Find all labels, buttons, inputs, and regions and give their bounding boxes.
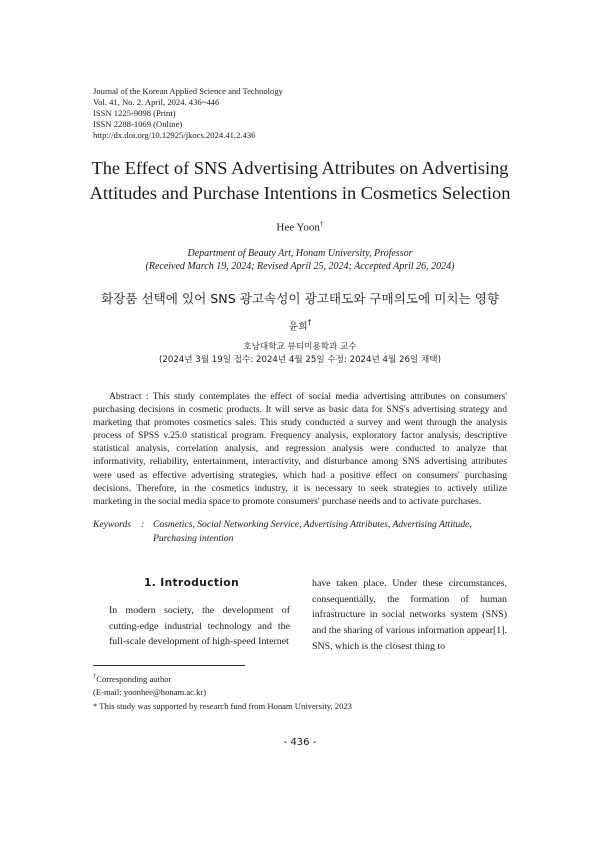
korean-author-name: 윤희	[288, 321, 308, 333]
star-mark: *	[93, 700, 98, 711]
doi-link[interactable]: http://dx.doi.org/10.12925/jkocs.2024.41.2.436	[93, 130, 256, 140]
paragraph: have taken place. Under these circumstances, consequentially, the formation of human infrastructure in social networks system (SNS) and the sharing of various information appear[1]. SNS, which is the closest thing to	[312, 578, 507, 652]
keywords	[93, 518, 507, 545]
korean-author-mark: †	[307, 318, 312, 327]
received-dates: (Received March 19, 2024; Revised April 25, 2024; Accepted April 26, 2024)	[145, 261, 455, 272]
korean-affiliation-line: 호남대학교 뷰티미용학과 교수	[243, 342, 357, 352]
dagger-mark: †	[93, 673, 97, 680]
author	[0, 219, 600, 234]
affiliation-line: Department of Beauty Art, Honam University, Professor	[187, 248, 413, 259]
author-mark: †	[319, 219, 324, 228]
korean-author	[0, 318, 600, 332]
title-line-2: Attitudes and Purchase Intentions in Cosmetics Selection	[89, 183, 511, 203]
korean-title: 화장품 선택에 있어 SNS 광고속성이 광고태도와 구매의도에 미치는 영향	[100, 291, 500, 306]
affiliation	[0, 247, 600, 273]
funding-note	[93, 700, 352, 714]
corresponding-label: Corresponding author	[96, 673, 172, 684]
author-email: (E-mail: yoonhee@honam.ac.kr)	[93, 687, 207, 698]
abstract-label: Abstract :	[109, 391, 149, 402]
body-column-left	[93, 603, 290, 650]
title-line-1: The Effect of SNS Advertising Attributes on Advertising	[91, 158, 509, 178]
funding-text: This study was supported by research fund from Honam University, 2023	[99, 700, 352, 711]
paper-title	[60, 156, 540, 206]
corresponding-author	[93, 670, 352, 686]
section-heading: 1. Introduction	[143, 577, 240, 589]
abstract	[93, 390, 507, 508]
journal-name: Journal of the Korean Applied Science and Technology	[93, 86, 283, 96]
footnote-divider	[93, 665, 245, 666]
keywords-list: Cosmetics, Social Networking Service, Advertising Attributes, Advertising Attitude, Purchasing intention	[153, 519, 472, 544]
korean-affiliation	[0, 341, 600, 367]
paragraph: In modern society, the development of cutting-edge industrial technology and the full-scale development of high-speed Internet	[109, 605, 290, 648]
keywords-separator: :	[141, 519, 145, 530]
abstract-text: This study contemplates the effect of social media advertising attributes on consumers' purchasing decisions in cosmetic products. It will serve as basic data for SNS's advertising strategy and marketing that promotes cosmetics sales. This study conducted a survey and went through the analysis process of SPSS v.25.0 statistical program. Frequency analysis, exploratory factor analysis, descriptive statistical analysis, correlation analysis, and regression analysis were conducted to analyze that informativity, reliability, entertainment, interactivity, and disturbance among SNS advertising attributes were used as effective advertising strategies, which had a positive effect on consumers' purchasing decisions. Therefore, in the cosmetics industry, it is necessary to seek strategies to actively utilize marketing in the social media space to promote consumers' purchase needs and to activate purchases.	[93, 391, 507, 507]
footnotes	[93, 670, 352, 713]
korean-dates: (2024년 3월 19일 접수: 2024년 4월 25일 수정: 2024년 4월 26일 채택)	[159, 355, 441, 365]
journal-header	[93, 86, 283, 141]
keywords-label: Keywords	[93, 519, 132, 530]
issn-print: ISSN 1225-9098 (Print)	[93, 108, 176, 118]
issn-online: ISSN 2288-1069 (Online)	[93, 119, 183, 129]
body-column-right	[312, 576, 507, 655]
page-number: - 436 -	[283, 737, 317, 748]
volume-info: Vol. 41, No. 2. April, 2024. 436~446	[93, 97, 220, 107]
author-name: Hee Yoon	[276, 221, 320, 234]
